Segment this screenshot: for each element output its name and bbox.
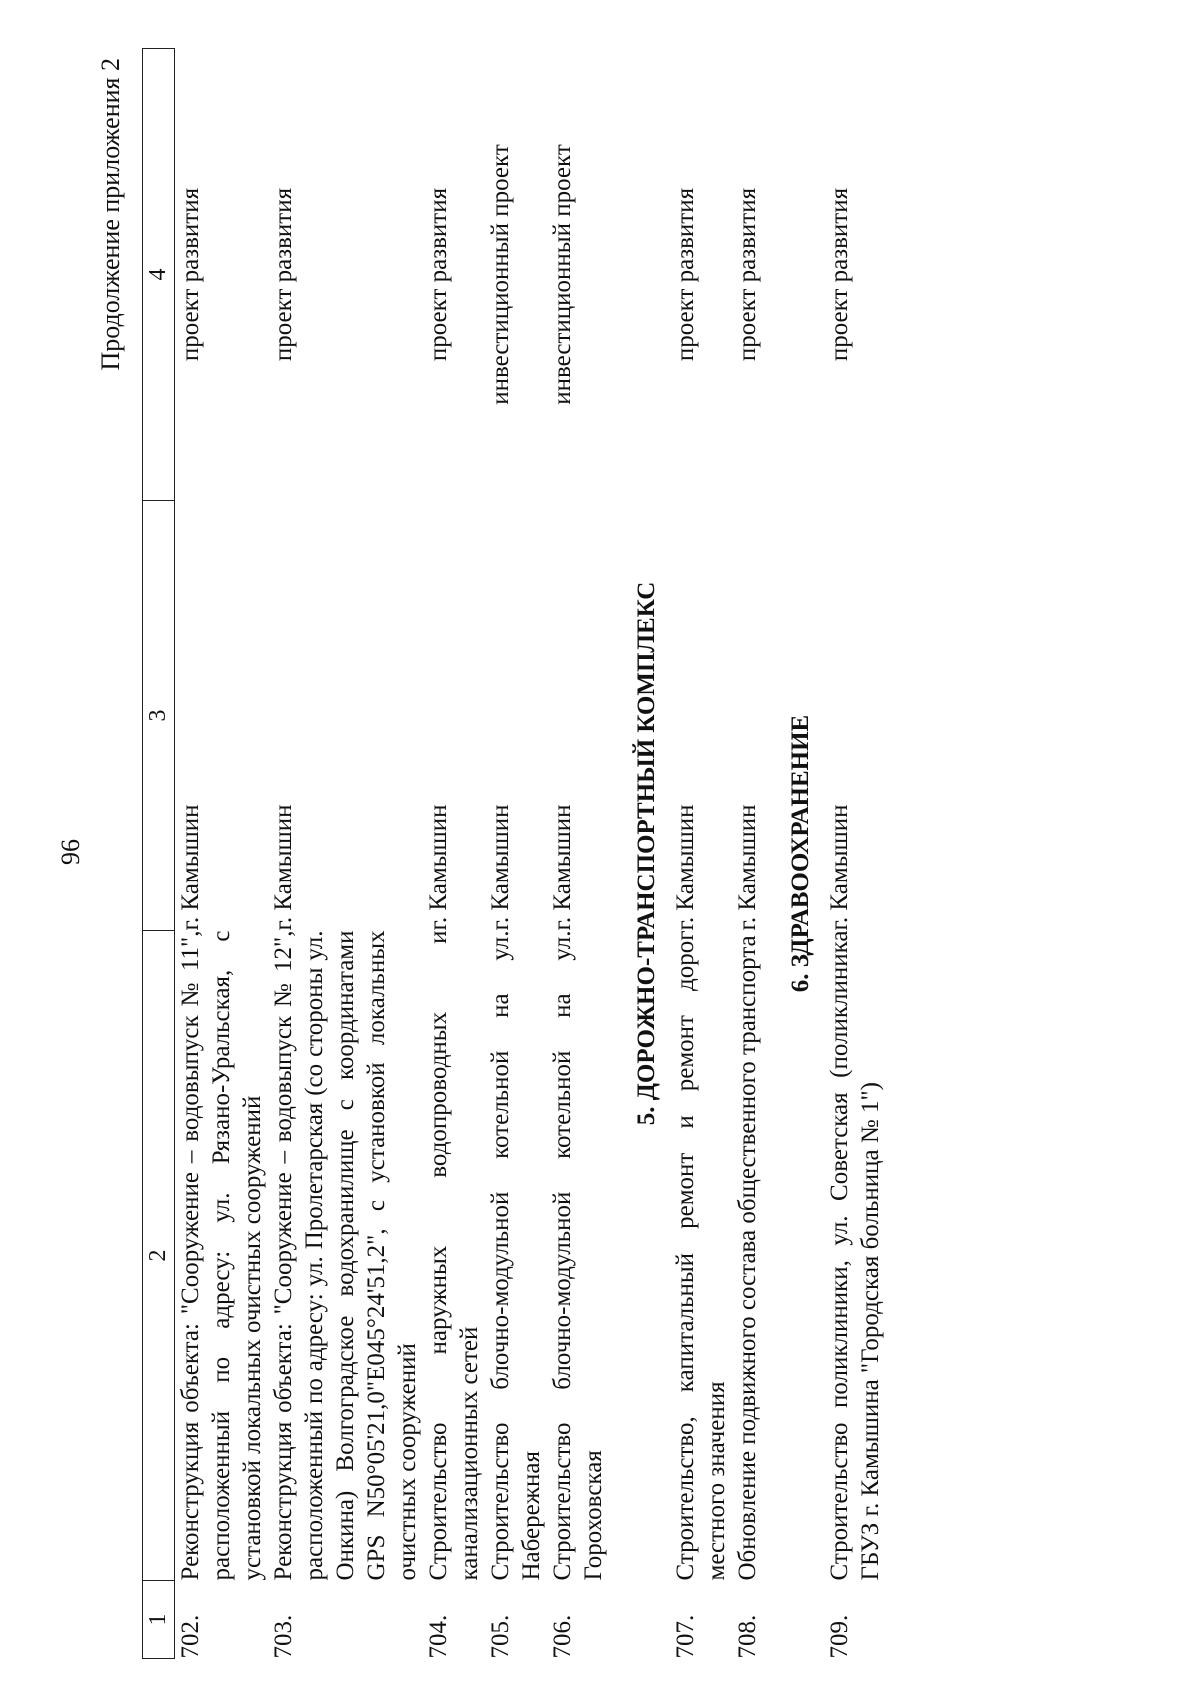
row-location: г. Камышин: [549, 804, 576, 931]
row-type: проект развития: [826, 187, 853, 362]
row-type: проект развития: [425, 187, 452, 362]
table-header-row: [143, 49, 175, 1659]
row-type: проект развития: [270, 187, 297, 362]
table-row: [268, 49, 423, 1659]
row-type: проект развития: [734, 187, 761, 362]
section-title: 5. ДОРОЖНО-ТРАНСПОРТНЫЙ КОМПЛЕКС: [633, 581, 660, 1126]
table-row: [670, 49, 732, 1659]
row-location: г. Камышин: [826, 804, 853, 931]
row-number: 705.: [487, 1614, 514, 1659]
row-number: 702.: [177, 1614, 204, 1659]
row-location: г. Камышин: [672, 804, 699, 931]
row-type: проект развития: [177, 187, 204, 362]
row-description: Реконструкция объекта: "Сооружение – водовыпуск № 12", расположенный по адресу: ул. Пролетарская (со стороны ул. Онкина) Волгоградское водохранилище с координатами GPS N50°05'21,0"E045°24'51,2", с установкой локальных очистных сооружений: [270, 930, 421, 1581]
table-row: [824, 49, 886, 1659]
row-location: г. Камышин: [734, 804, 761, 931]
row-location: г. Камышин: [487, 804, 514, 931]
row-description: Строительство блочно-модульной котельной на ул. Гороховская: [549, 930, 607, 1581]
header-col-4: 4: [143, 49, 175, 501]
section-heading-row: [763, 49, 824, 1659]
row-description: Строительство поликлиники, ул. Советская (поликлиника ГБУЗ г. Камышина "Городская больница № 1"): [826, 930, 884, 1581]
table-row: [423, 49, 485, 1659]
row-number: 704.: [425, 1614, 452, 1659]
section-heading-row: [609, 49, 670, 1659]
row-type: инвестиционный проект: [487, 144, 514, 405]
continuation-label: Продолжение приложения 2: [96, 58, 125, 371]
row-number: 706.: [549, 1614, 576, 1659]
row-description: Строительство, капитальный ремонт и ремонт дорог местного значения: [672, 930, 730, 1581]
table-row: [485, 49, 547, 1659]
table-row: [732, 49, 763, 1659]
projects-table: [142, 48, 886, 1659]
row-description: Строительство наружных водопроводных и канализационных сетей: [425, 930, 483, 1581]
row-location: г. Камышин: [177, 804, 204, 931]
row-type: инвестиционный проект: [549, 144, 576, 405]
row-number: 708.: [734, 1614, 761, 1659]
section-title: 6. ЗДРАВООХРАНЕНИЕ: [787, 714, 814, 993]
row-number: 709.: [826, 1614, 853, 1659]
row-number: 707.: [672, 1614, 699, 1659]
row-type: проект развития: [672, 187, 699, 362]
row-description: Строительство блочно-модульной котельной на ул. Набережная: [487, 930, 545, 1581]
row-location: г. Камышин: [270, 804, 297, 931]
page-number: 96: [56, 839, 85, 865]
row-location: г. Камышин: [425, 804, 452, 931]
header-col-2: 2: [143, 931, 175, 1581]
row-description: Обновление подвижного состава общественного транспорта: [734, 935, 761, 1581]
row-number: 703.: [270, 1614, 297, 1659]
table-row: [175, 49, 269, 1659]
header-col-3: 3: [143, 501, 175, 931]
header-col-1: 1: [143, 1581, 175, 1659]
row-description: Реконструкция объекта: "Сооружение – водовыпуск № 11", расположенный по адресу: ул. Рязано-Уральская, с установкой локальных очистных сооружений: [177, 930, 266, 1581]
table-row: [547, 49, 609, 1659]
